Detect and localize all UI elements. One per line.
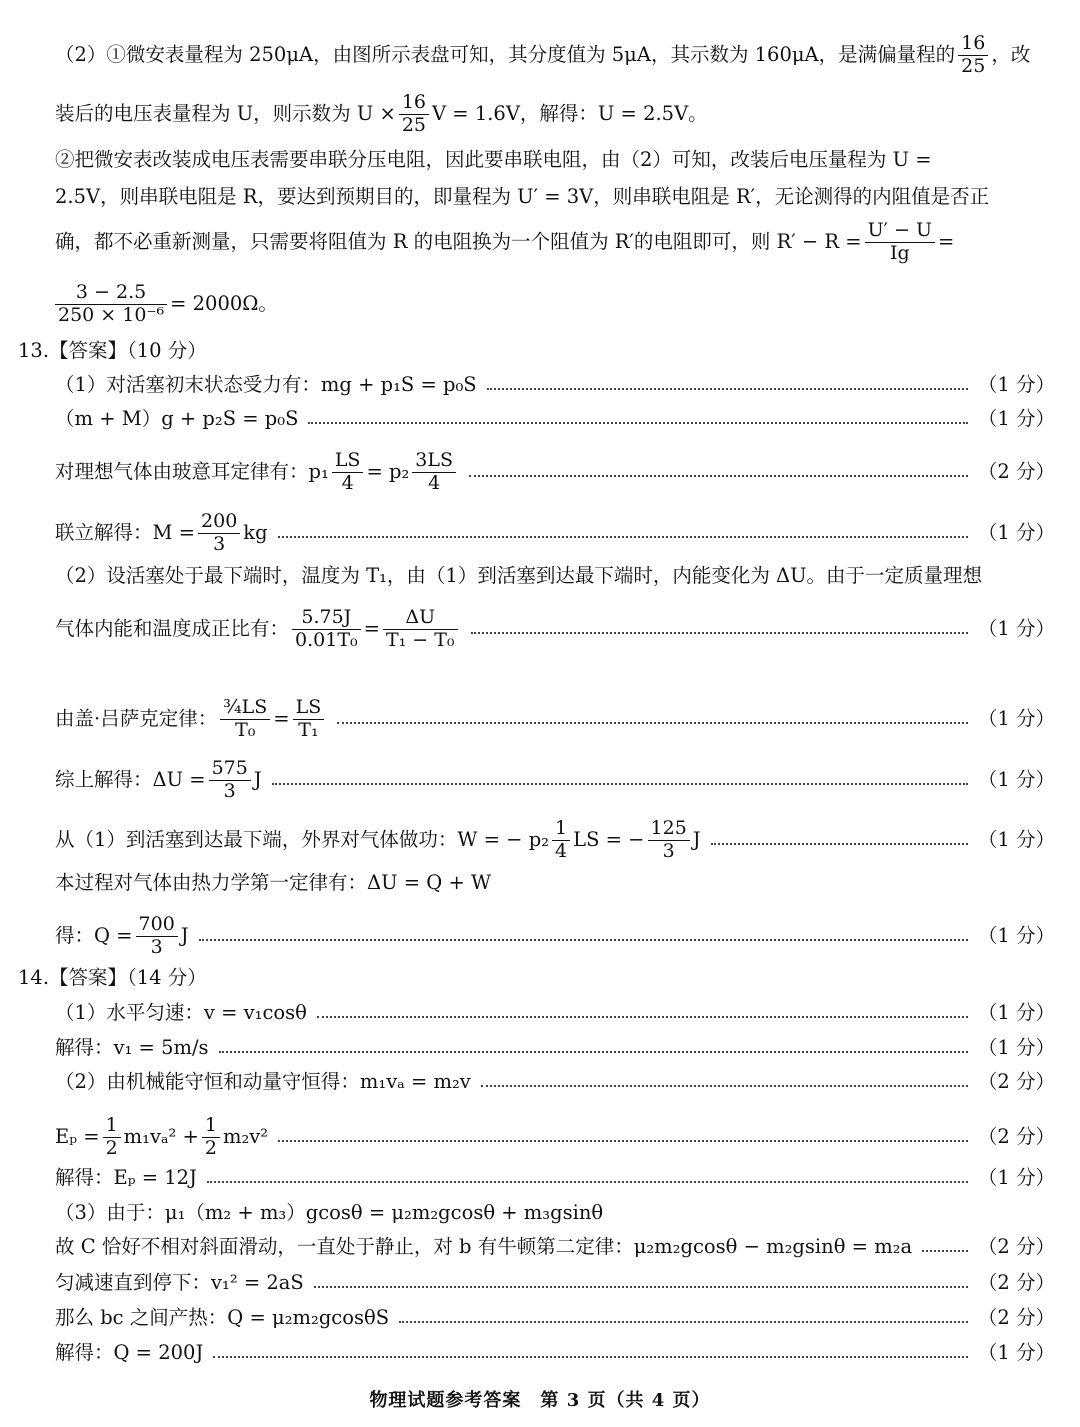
score: （1 分） (977, 1166, 1055, 1189)
score: （1 分） (977, 1001, 1055, 1024)
fraction: $\frac{3 - 2.5}{\text{250 × 10⁻⁶}}$ (55, 282, 167, 327)
score: （2 分） (977, 1271, 1055, 1294)
score: （1 分） (977, 1036, 1055, 1059)
q13-line8: 综上解得：ΔU = $\frac{575}{3}$ J （1 分） (55, 757, 1055, 802)
q13-line7: 由盖·吕萨克定律： $\frac{\text{¾LS}}{\text{T₀}}$ = $\frac{LS}{\text{T₁}}$ （1 分） (55, 696, 1055, 741)
q14-line4: Eₚ = $\frac{1}{2}$ m₁vₐ² + $\frac{1}{2}$ m₂v² （2 分） (55, 1114, 1055, 1159)
q14-line7: 故 C 恰好不相对斜面滑动，一直处于静止，对 b 有牛顿第二定律：μ₂m₂gcosθ − m₂gsinθ = m₂a （2 分） (55, 1232, 1055, 1262)
score: （1 分） (977, 407, 1055, 430)
q13-line9: 从（1）到活塞到达最下端，外界对气体做功：W = − p₂ $\frac{1}{4}$ LS = − $\frac{125}{3}$ J （1 分） (55, 817, 1055, 862)
q13-line6: 气体内能和温度成正比有： $\frac{5.75J}{\text{0.01T₀}}$ = $\frac{\Delta U}{\text{T₁ − T₀}}$ （1 分） (55, 606, 1055, 651)
q12-part2-line1: （2）①微安表量程为 250μA，由图所示表盘可知，其分度值为 5μA，其示数为 160μA，是满偏量程的 $\frac{16}{25}$ ，改 (55, 32, 1031, 77)
q12-part3-line3: 确，都不必重新测量，只需要将阻值为 R 的电阻换为一个阻值为 R′的电阻即可，则 R′ − R = $\frac{U' - U}{Ig}$ = (55, 219, 955, 264)
fraction: $\frac{16}{25}$ (958, 33, 988, 78)
q14-line5: 解得：Eₚ = 12J （1 分） (55, 1163, 1055, 1193)
q14-line2: 解得：v₁ = 5m/s （1 分） (55, 1033, 1055, 1063)
q13-line4: 联立解得：M = $\frac{200}{3}$ kg （1 分） (55, 510, 1055, 555)
q12-part3-line2: 2.5V，则串联电阻是 R，要达到预期目的，即量程为 U′ = 3V，则串联电阻是 R′，无论测得的内阻值是否正 (55, 185, 990, 208)
score: （2 分） (977, 1070, 1055, 1093)
q12-part2-line2: 装后的电压表量程为 U，则示数为 U × $\frac{16}{25}$ V = 1.6V，解得：U = 2.5V。 (55, 91, 708, 136)
fraction: $\frac{16}{25}$ (399, 92, 429, 137)
score: （1 分） (977, 924, 1055, 948)
q14-line1: （1）水平匀速：v = v₁cosθ （1 分） (55, 998, 1055, 1028)
score: （1 分） (977, 521, 1055, 545)
q13-line11: 得：Q = $\frac{700}{3}$ J （1 分） (55, 913, 1055, 958)
q13-line2: （m + M）g + p₂S = p₀S （1 分） (55, 404, 1055, 434)
q14-line9: 那么 bc 之间产热：Q = μ₂m₂gcosθS （2 分） (55, 1303, 1055, 1333)
score: （2 分） (977, 1235, 1055, 1258)
score: （2 分） (977, 460, 1055, 484)
score: （1 分） (977, 768, 1055, 792)
text: （2）①微安表量程为 250μA，由图所示表盘可知，其分度值为 5μA，其示数为 160μA，是满偏量程的 (55, 42, 956, 66)
q14-line10: 解得：Q = 200J （1 分） (55, 1338, 1055, 1368)
score: （1 分） (977, 373, 1055, 396)
q13-line3: 对理想气体由玻意耳定律有：p₁ $\frac{LS}{4}$ = p₂ $\frac{3LS}{4}$ （2 分） (55, 449, 1055, 494)
q12-part3-line1: ②把微安表改装成电压表需要串联分压电阻，因此要串联电阻，由（2）可知，改装后电压量程为 U = (55, 148, 932, 171)
page-footer: 物理试题参考答案 第 3 页（共 4 页） (369, 1390, 711, 1411)
q14-line6: （3）由于：μ₁（m₂ + m₃）gcosθ = μ₂m₂gcosθ + m₃gsinθ (55, 1201, 604, 1224)
q13-line10: 本过程对气体由热力学第一定律有：ΔU = Q + W (55, 871, 492, 894)
q14-line8: 匀减速直到停下：v₁² = 2aS （2 分） (55, 1268, 1055, 1298)
fraction: $\frac{U' - U}{Ig}$ (865, 220, 935, 265)
q14-line3: （2）由机械能守恒和动量守恒得：m₁vₐ = m₂v （2 分） (55, 1067, 1055, 1097)
score: （1 分） (977, 617, 1055, 641)
q13-heading: 13.【答案】（10 分） (18, 339, 207, 362)
score: （2 分） (977, 1306, 1055, 1329)
q13-line5: （2）设活塞处于最下端时，温度为 T₁，由（1）到活塞到达最下端时，内能变化为 ΔU。由于一定质量理想 (55, 564, 983, 587)
score: （2 分） (977, 1125, 1055, 1149)
score: （1 分） (977, 707, 1055, 731)
q12-part3-line4: $\frac{3 - 2.5}{\text{250 × 10⁻⁶}}$ = 2000Ω。 (55, 282, 1055, 327)
score: （1 分） (977, 828, 1055, 852)
score: （1 分） (977, 1341, 1055, 1364)
q13-line1: （1）对活塞初末状态受力有：mg + p₁S = p₀S （1 分） (55, 370, 1055, 400)
q14-heading: 14.【答案】（14 分） (18, 966, 207, 989)
